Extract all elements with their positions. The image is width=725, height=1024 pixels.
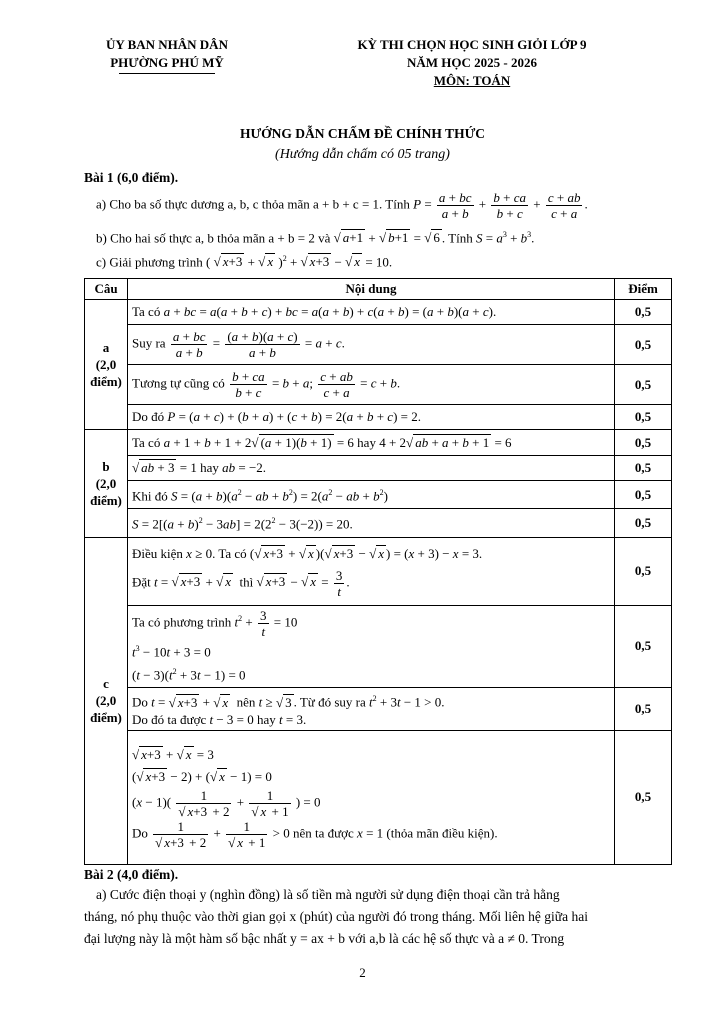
header-right <box>292 36 652 90</box>
col-diem: Điểm <box>615 279 672 300</box>
header-divider <box>119 73 215 74</box>
bai2-heading: Bài 2 (4,0 điểm). <box>84 867 179 882</box>
points: 0,5 <box>615 730 672 864</box>
bai1-a-text: a) Cho ba số thực dương a, b, c thỏa mãn a + b + c = 1. Tính <box>96 196 410 212</box>
header-left <box>62 36 272 90</box>
points: 0,5 <box>615 481 672 509</box>
authority-name: ỦY BAN NHÂN DÂN <box>106 37 228 52</box>
step-b3: Khi đó $S = (a + b)(a^2$ − ab + $b^2) = 2(a^2$ − ab + $b^2$) <box>128 481 615 509</box>
step-c1: Điều kiện x ≥ 0. Ta có (√ x+3 + √ x )(√ x+3 − √ x ) = (x + 3) − x = 3. Đặt t = √ x+3 + √ x thì √ x+3 − √ x = $\frac{3}{t}$ . <box>128 537 615 605</box>
points: 0,5 <box>615 605 672 688</box>
bai1-b: b) Cho hai số thực a, b thỏa mãn a + b = 2 và √ a+1 + √ b+1 = √ 6 . Tính $S = a^3 + b^3$. <box>96 230 534 246</box>
bai2-line3: đại lượng này là một hàm số bậc nhất y = ax + b với a,b là các hệ số thực và a ≠ 0. Trong <box>84 931 565 946</box>
cau-b: b (2,0 điểm) <box>85 430 128 538</box>
step-b2: √ ab + 3 = 1 hay ab = −2. <box>128 456 615 481</box>
bai1-b-text: b) Cho hai số thực a, b thỏa mãn a + b = 2 và <box>96 230 331 246</box>
cau-a: a (2,0 điểm) <box>85 300 128 430</box>
col-cau: Câu <box>85 279 128 300</box>
col-noidung: Nội dung <box>128 279 615 300</box>
points: 0,5 <box>615 430 672 456</box>
page-title: HƯỚNG DẪN CHẤM ĐỀ CHÍNH THỨC <box>239 126 486 141</box>
points: 0,5 <box>615 688 672 730</box>
bai1-heading: Bài 1 (6,0 điểm). <box>84 170 179 185</box>
bai1-c: c) Giải phương trình ( √ x+3 + √ x )$^2$ + √ x+3 − √ x = 10. <box>96 254 392 270</box>
bai1-a: a) Cho ba số thực dương a, b, c thỏa mãn a + b + c = 1. Tính P = $\frac{a + bc}{a + b}$ + $\frac{b + ca}{b + c}$ + $\frac{c + ab}{c + a}$ . <box>96 190 588 221</box>
subject: MÔN: TOÁN <box>433 73 511 88</box>
cau-c: c (2,0 điểm) <box>85 537 128 864</box>
step-b1: Ta có a + 1 + b + 1 + 2√ (a + 1)(b + 1) = 6 hay 4 + 2√ ab + a + b + 1 = 6 <box>128 430 615 456</box>
step-a2: Suy ra $\frac{a + bc}{a + b}$ = $\frac{(a + b)(a + c)}{a + b}$ = a + c. <box>128 325 615 365</box>
step-c3: Do t = √ x+3 + √ x nên t ≥ √ 3 . Từ đó suy ra $t^2 + 3t - 1 > 0$. Do đó ta được t − 3 = 0 hay t = 3. <box>128 688 615 730</box>
school-year: NĂM HỌC 2025 - 2026 <box>407 55 537 70</box>
bai1-c-text: c) Giải phương trình <box>96 254 203 270</box>
grading-table <box>84 278 672 865</box>
points: 0,5 <box>615 456 672 481</box>
step-a4: Do đó P = (a + c) + (b + a) + (c + b) = 2(a + b + c) = 2. <box>128 405 615 430</box>
points: 0,5 <box>615 537 672 605</box>
step-b4: $S = 2[(a + b)^2 - 3ab] = 2(2^2 - 3(-2)) = 20$. <box>128 509 615 537</box>
ward-name: PHƯỜNG PHÚ MỸ <box>110 55 224 70</box>
page-number: 2 <box>359 965 366 980</box>
step-a3: Tương tự cũng có $\frac{b + ca}{b + c}$ = b + a; $\frac{c + ab}{c + a}$ = c + b. <box>128 365 615 405</box>
step-c4: √ x+3 + √ x = 3 (√ x+3 − 2) + (√ x − 1) = 0 (x − 1)( 1 √ x+3 + 2 + 1 √ x + 1 ) = 0 Do 1 √ x+3 + 2 + 1 √ x + 1 > 0 nên ta được x = 1 (thỏa mãn điều kiện). <box>128 730 615 864</box>
bai2-line2: tháng, nó phụ thuộc vào thời gian gọi x (phút) của người đó trong tháng. Mối liên hệ giữa hai <box>84 909 588 924</box>
points: 0,5 <box>615 405 672 430</box>
points: 0,5 <box>615 365 672 405</box>
points: 0,5 <box>615 325 672 365</box>
bai2-line1: a) Cước điện thoại y (nghìn đồng) là số tiền mà người sử dụng điện thoại cần trả hằng <box>96 887 560 902</box>
page-subtitle: (Hướng dẫn chấm có 05 trang) <box>275 147 450 162</box>
points: 0,5 <box>615 509 672 537</box>
step-a1: Ta có a + bc = a(a + b + c) + bc = a(a + b) + c(a + b) = (a + b)(a + c). <box>128 300 615 325</box>
points: 0,5 <box>615 300 672 325</box>
exam-name: KỲ THI CHỌN HỌC SINH GIỎI LỚP 9 <box>357 37 587 52</box>
step-c2: Ta có phương trình $t^2$ + $\frac{3}{t}$ = 10 $t^3 - 10t + 3 = 0$ $(t - 3)(t^2 + 3t - 1) = 0$ <box>128 605 615 688</box>
